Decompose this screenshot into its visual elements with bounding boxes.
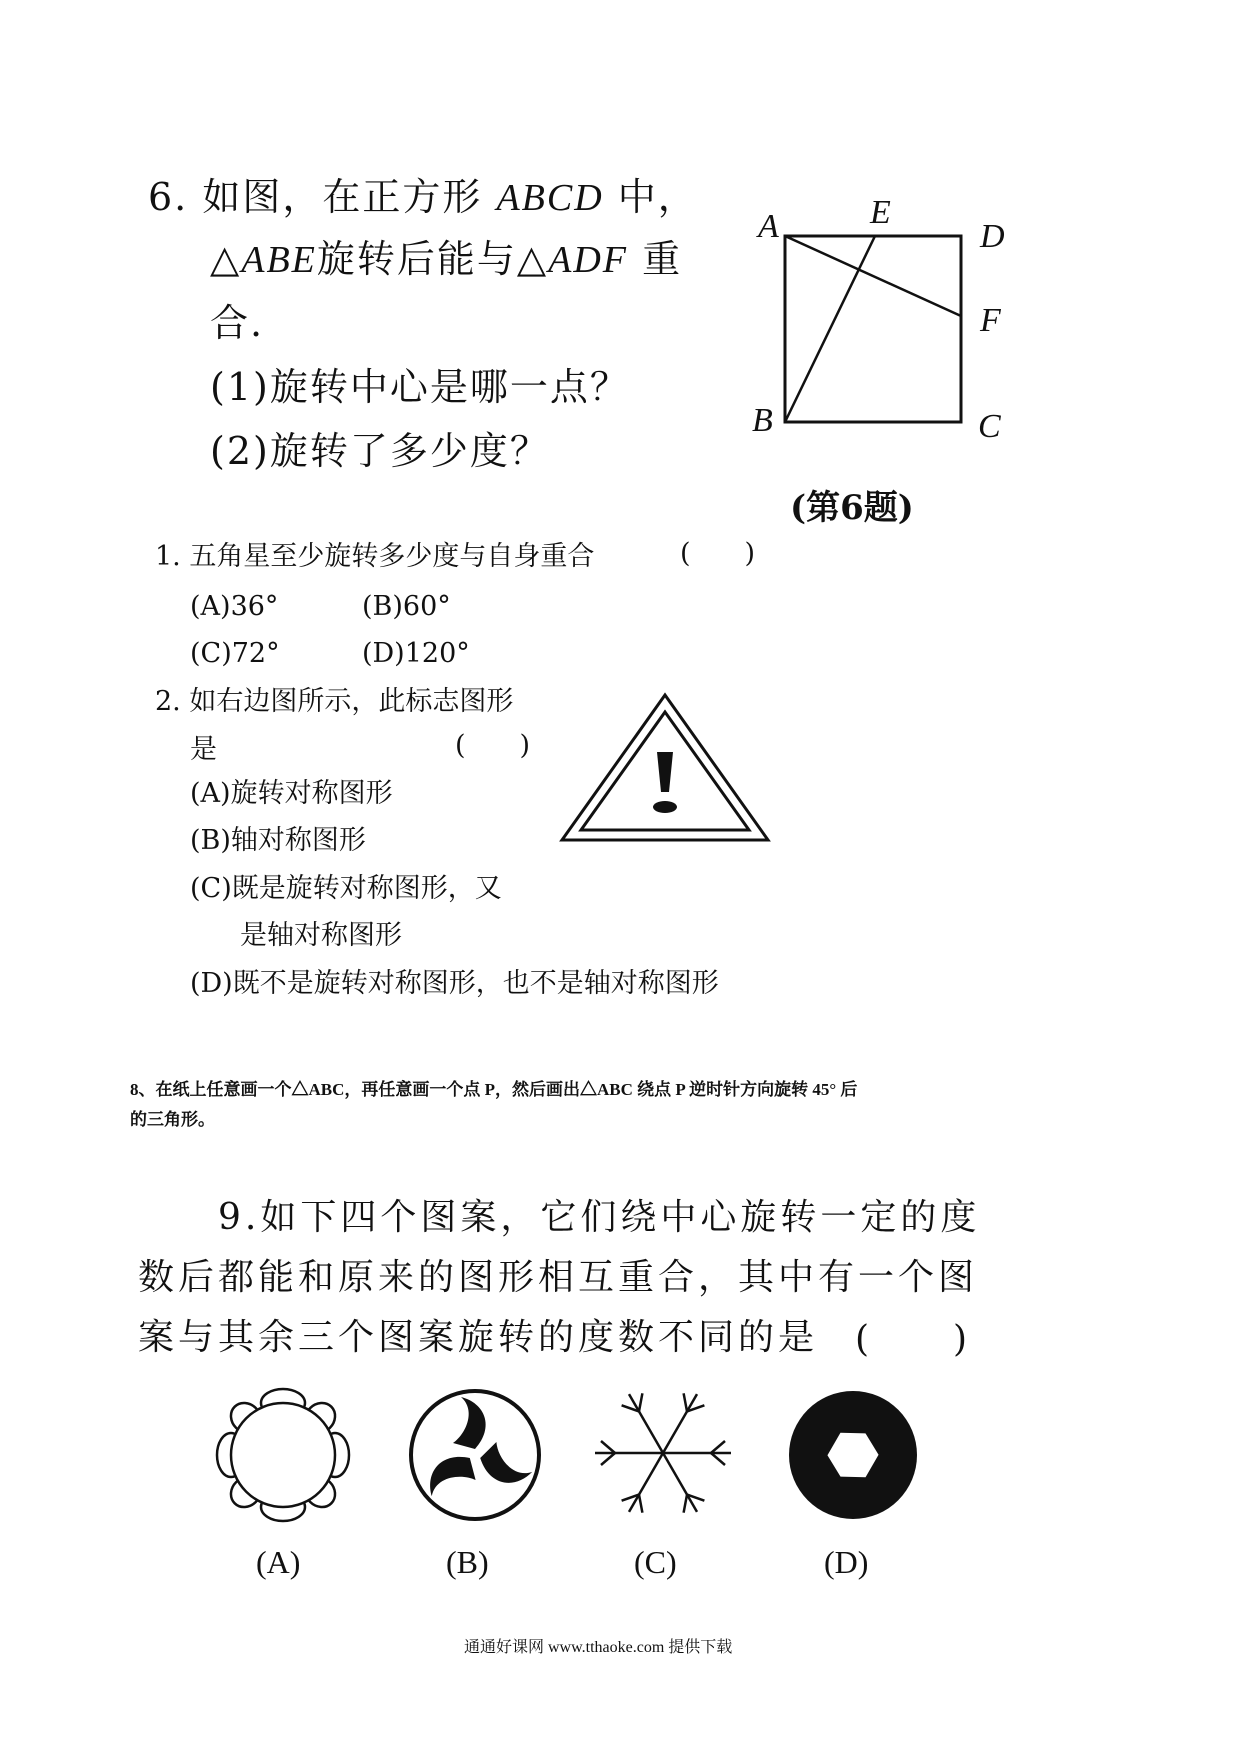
q9-line3: 案与其余三个图案旋转的度数不同的是 bbox=[138, 1317, 819, 1358]
q9-line1: 9.如下四个图案，它们绕中心旋转一定的度 bbox=[218, 1197, 981, 1238]
pattern-c-snowflake bbox=[588, 1378, 738, 1528]
square-abcd bbox=[785, 236, 961, 422]
segment-af bbox=[785, 236, 961, 316]
q9-label-a: (A) bbox=[256, 1544, 301, 1580]
q6-line1: 6. 如图，在正方形 ABCD 中， bbox=[148, 175, 698, 219]
segment-be bbox=[785, 236, 875, 422]
exclamation-bar-icon bbox=[657, 752, 673, 792]
footer-credit: 通通好课网 www.tthaoke.com 提供下载 bbox=[464, 1639, 733, 1656]
q6-sub1: (1)旋转中心是哪一点？ bbox=[210, 365, 630, 409]
point-f-label: F bbox=[980, 302, 1001, 339]
q8-line1: 8、在纸上任意画一个△ABC，再任意画一个点 P，然后画出△ABC 绕点 P 逆时针方向旋转 45° 后 bbox=[130, 1080, 858, 1099]
q6-line3: 合. bbox=[210, 301, 265, 345]
warning-sign-figure bbox=[560, 690, 780, 850]
q9-label-b: (B) bbox=[446, 1544, 489, 1580]
point-d-label: D bbox=[980, 218, 1005, 255]
q6-sub2: (2)旋转了多少度？ bbox=[210, 429, 550, 473]
q2-option-b: (B)轴对称图形 bbox=[190, 825, 366, 856]
q2-stem-line1: 2. 如右边图所示，此标志图形 bbox=[155, 686, 514, 717]
q1-stem: 1. 五角星至少旋转多少度与自身重合 bbox=[155, 541, 595, 572]
q6-caption: (第6题) bbox=[790, 488, 914, 528]
q1-answer-paren: ( ) bbox=[680, 538, 756, 569]
point-c-label: C bbox=[978, 408, 1001, 445]
point-a-label: A bbox=[758, 208, 779, 245]
q2-option-c-line2: 是轴对称图形 bbox=[240, 920, 402, 951]
q1-option-a: (A)36° bbox=[190, 591, 279, 622]
pattern-d-hexagon-disc bbox=[778, 1380, 928, 1530]
q9-label-c: (C) bbox=[634, 1544, 677, 1580]
q9-answer-paren: ( ) bbox=[855, 1319, 972, 1360]
q2-answer-paren: ( ) bbox=[455, 730, 531, 761]
pattern-a-petal-circle bbox=[208, 1380, 358, 1530]
q1-option-c: (C)72° bbox=[190, 638, 280, 669]
point-e-label: E bbox=[870, 194, 891, 231]
q1-option-d: (D)120° bbox=[362, 638, 470, 669]
q9-label-d: (D) bbox=[824, 1544, 869, 1580]
q1-option-b: (B)60° bbox=[362, 591, 451, 622]
q2-option-c-line1: (C)既是旋转对称图形，又 bbox=[190, 873, 502, 904]
q9-line2: 数后都能和原来的图形相互重合，其中有一个图 bbox=[138, 1257, 979, 1298]
pattern-b-swirl-circle bbox=[400, 1380, 550, 1530]
q2-stem-line2: 是 bbox=[190, 734, 217, 765]
q6-line2: △ABE旋转后能与△ADF 重 bbox=[210, 237, 683, 281]
q8-line2: 的三角形。 bbox=[130, 1110, 215, 1129]
q2-option-a: (A)旋转对称图形 bbox=[190, 778, 393, 809]
q2-option-d: (D)既不是旋转对称图形，也不是轴对称图形 bbox=[190, 968, 719, 999]
point-b-label: B bbox=[752, 402, 773, 439]
exclamation-dot-icon bbox=[653, 801, 677, 813]
